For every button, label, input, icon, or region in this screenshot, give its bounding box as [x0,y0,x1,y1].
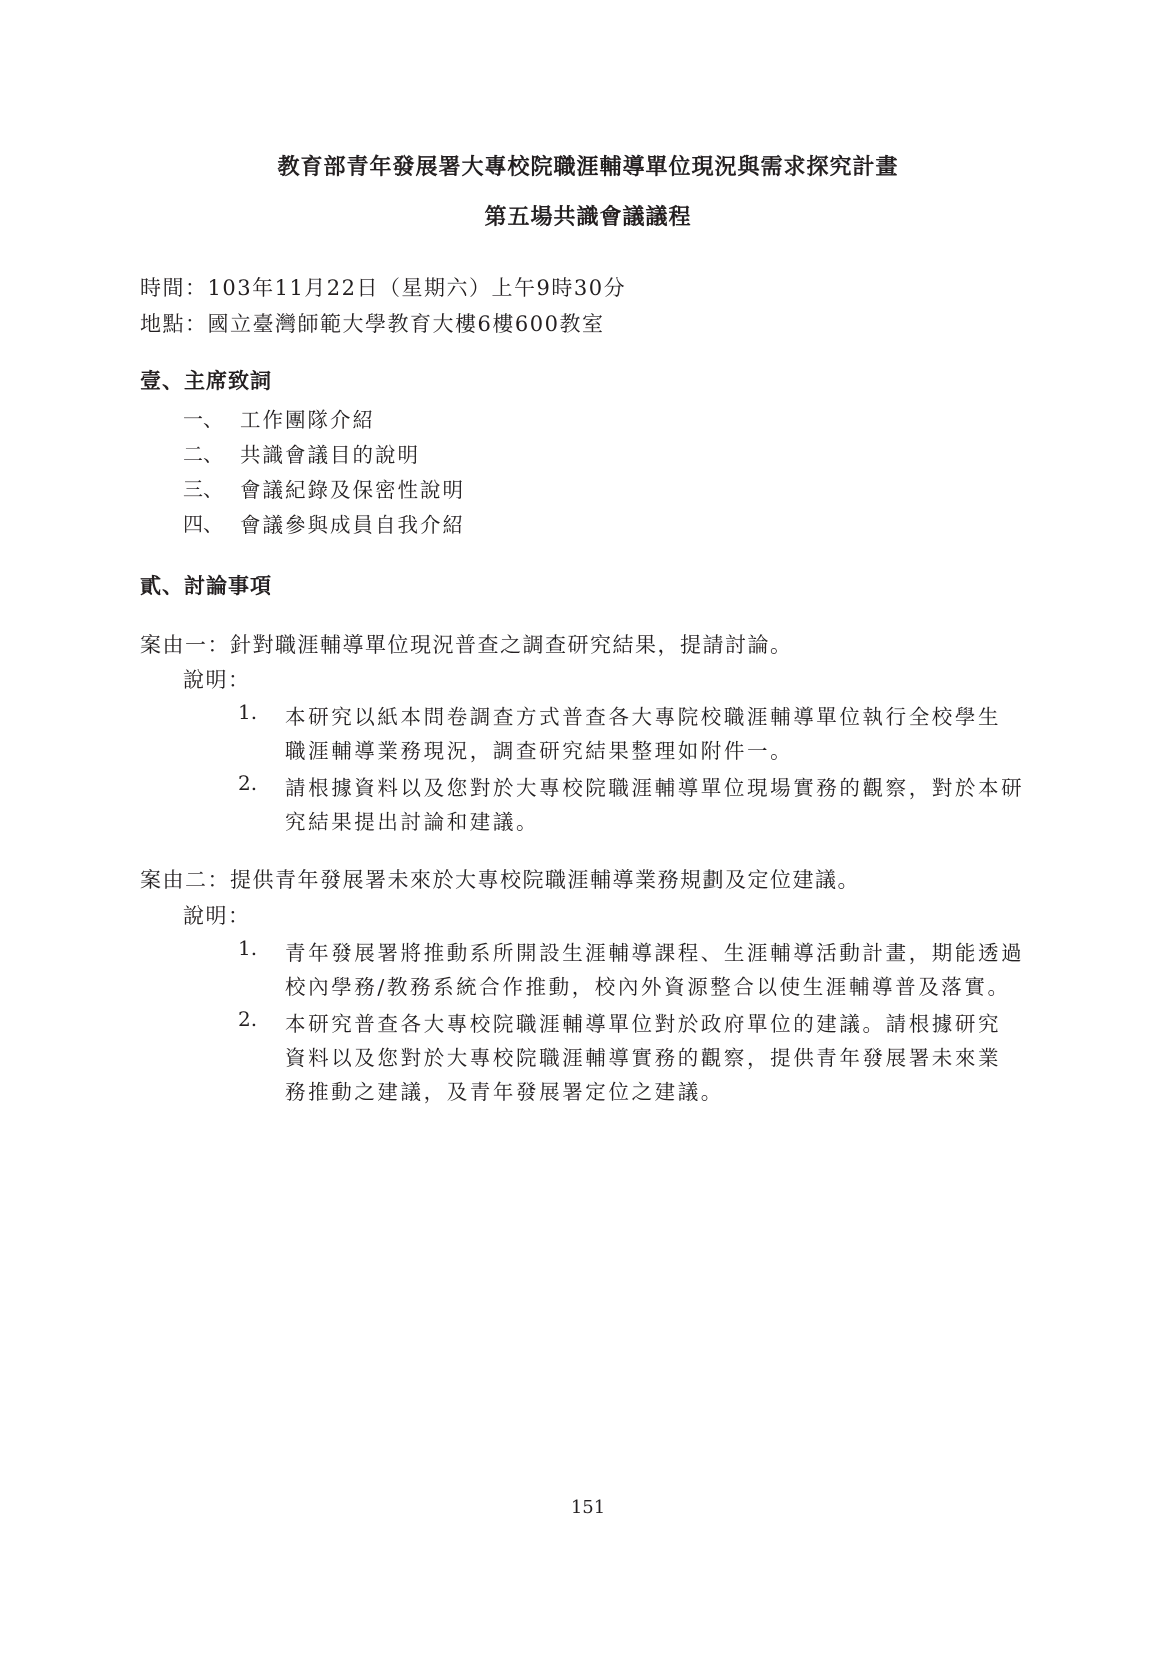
case1-point-line: 究結果提出討論和建議。 [285,810,540,834]
section1-item-text: 會議參與成員自我介紹 [240,513,465,537]
case1-point-number: 1. [238,700,258,724]
meeting-location: 地點：國立臺灣師範大學教育大樓6樓600教室 [140,312,605,336]
meeting-time: 時間：103年11月22日（星期六）上午9時30分 [140,276,627,300]
section1-item-number: 四、 [183,512,223,536]
case2-point-number: 1. [238,936,258,960]
case2-explain-label: 說明： [183,904,251,928]
section1-item-text: 共識會議目的說明 [240,443,420,467]
case1-point-line: 請根據資料以及您對於大專校院職涯輔導單位現場實務的觀察，對於本研 [285,776,1025,800]
case2-point-line: 務推動之建議，及青年發展署定位之建議。 [285,1080,724,1104]
case2-title: 案由二：提供青年發展署未來於大專校院職涯輔導業務規劃及定位建議。 [140,868,860,892]
section1-item-text: 會議紀錄及保密性說明 [240,478,465,502]
document-title: 教育部青年發展署大專校院職涯輔導單位現況與需求探究計畫 [277,154,899,180]
section1-item-number: 一、 [183,407,223,431]
document-subtitle: 第五場共識會議議程 [484,204,692,230]
case2-point-line: 本研究普查各大專校院職涯輔導單位對於政府單位的建議。請根據研究 [285,1012,1002,1036]
case2-point-line: 資料以及您對於大專校院職涯輔導實務的觀察，提供青年發展署未來業 [285,1046,1002,1070]
page-number: 151 [570,1497,606,1518]
case2-point-line: 青年發展署將推動系所開設生涯輔導課程、生涯輔導活動計畫，期能透過 [285,941,1025,965]
case1-title: 案由一：針對職涯輔導單位現況普查之調查研究結果，提請討論。 [140,633,793,657]
case2-point-number: 2. [238,1007,258,1031]
section2-heading: 貳、討論事項 [140,573,272,598]
case1-point-line: 本研究以紙本問卷調查方式普查各大專院校職涯輔導單位執行全校學生 [285,705,1002,729]
case1-point-number: 2. [238,771,258,795]
case1-point-line: 職涯輔導業務現況，調查研究結果整理如附件一。 [285,739,794,763]
section1-item-text: 工作團隊介紹 [240,408,375,432]
section1-item-number: 三、 [183,477,223,501]
section1-heading: 壹、主席致詞 [140,368,272,393]
case2-point-line: 校內學務/教務系統合作推動，校內外資源整合以使生涯輔導普及落實。 [285,975,1011,999]
section1-item-number: 二、 [183,442,223,466]
case1-explain-label: 說明： [183,668,251,692]
